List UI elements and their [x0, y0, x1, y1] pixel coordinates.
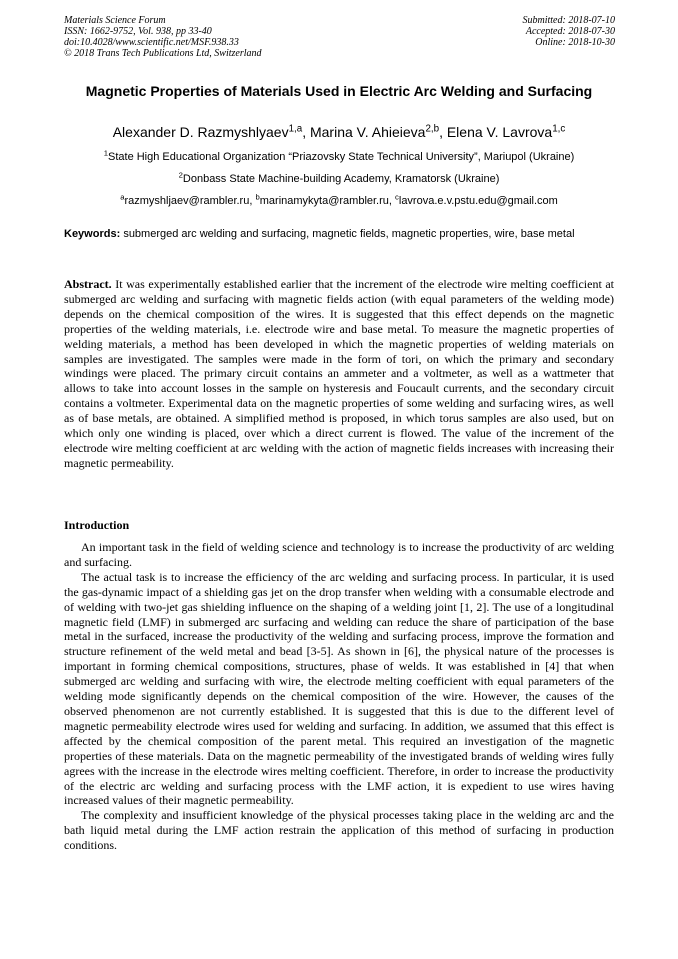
affiliation-sup: 1: [103, 148, 108, 158]
email-address[interactable]: lavrova.e.v.pstu.edu@gmail.com: [398, 195, 558, 207]
affiliation: [40, 150, 638, 164]
copyright-line: © 2018 Trans Tech Publications Ltd, Switzerland: [64, 48, 262, 59]
author-sup: 1,a: [288, 123, 303, 135]
section-heading-introduction: Introduction: [64, 518, 130, 532]
keywords-text: submerged arc welding and surfacing, magnetic fields, magnetic properties, wire, base metal: [123, 228, 575, 240]
keywords-label: Keywords:: [64, 228, 121, 240]
affiliation-sup: 2: [178, 170, 183, 180]
abstract: [64, 277, 614, 471]
introduction-body: [64, 540, 614, 853]
doi-line: doi:10.4028/www.scientific.net/MSF.938.33: [64, 37, 239, 48]
accepted-date: Accepted: 2018-07-30: [525, 26, 615, 37]
online-date: Online: 2018-10-30: [535, 37, 615, 48]
email-sup: b: [255, 192, 260, 202]
email-separator: ,: [249, 195, 256, 207]
author-list: [50, 123, 628, 141]
email-sup: a: [120, 192, 125, 202]
author-separator: ,: [439, 124, 447, 140]
author-sup: 1,c: [552, 123, 566, 135]
paragraph: The actual task is to increase the efficiency of the arc welding and surfacing process. In particular, it is used the gas-dynamic impact of a shielding gas jet on the drop transfer when welding with a consumable electrode and of welding with two-jet gas shielding influence on the shaping of a welding joint [1, 2]. The use of a longitudinal magnetic field (LMF) in submerged arc surfacing and welding can reduce the share of participation of the base metal in the surfaced, increase the productivity of the welding and surfacing process, improve the formation and structure refinement of the weld metal and bead [3-5]. As shown in [6], the physical nature of the processes is important in forming chemical compositions, structures, phase of welds. It was established in [4] that when submerged arc welding and surfacing with wire, the electrode melting coefficient with equal parameters of the welding mode significantly depends on the chemical composition of the wire. However, the causes of the observed phenomenon are not currently established. It is suggested that this is due to the different level of magnetic permeability electrode wires used for welding and surfacing. In addition, we assumed that this effect is affected by the chemical composition of the parent metal. This required an investigation of the magnetic properties of these materials. Data on the magnetic permeability of the investigated brands of welding wires fully agrees with the increase in the electrode wires melting coefficient. Therefore, in order to increase the productivity of the electric arc welding and surfacing process with the LMF action, it is expedient to use wires having increased values of their magnetic permeability.: [64, 569, 614, 808]
email-address[interactable]: marinamykyta@rambler.ru: [259, 195, 389, 207]
email-address[interactable]: razmyshljaev@rambler.ru: [124, 195, 250, 207]
author-name: Alexander D. Razmyshlyaev: [112, 124, 289, 140]
abstract-label: Abstract.: [64, 277, 112, 291]
journal-name: Materials Science Forum: [64, 15, 166, 26]
author-name: Marina V. Ahieieva: [309, 124, 426, 140]
affiliation-text: Donbass State Machine-building Academy, Kramatorsk (Ukraine): [182, 173, 500, 185]
author-separator: ,: [302, 124, 310, 140]
email-list: [40, 194, 638, 208]
email-separator: ,: [388, 195, 396, 207]
affiliation: [40, 172, 638, 186]
author-name: Elena V. Lavrova: [446, 124, 553, 140]
paragraph: An important task in the field of welding science and technology is to increase the productivity of arc welding and surfacing.: [64, 540, 614, 569]
paragraph: The complexity and insufficient knowledge of the physical processes taking place in the welding arc and the bath liquid metal during the LMF action restrain the application of this method of surfacing in production conditions.: [64, 808, 614, 853]
author-sup: 2,b: [425, 123, 440, 135]
affiliation-text: State High Educational Organization “Priazovsky State Technical University”, Mariupol (Ukraine): [108, 151, 575, 163]
email-sup: c: [395, 192, 399, 202]
publication-dates: [523, 15, 616, 48]
journal-info: [64, 15, 262, 59]
submitted-date: Submitted: 2018-07-10: [522, 15, 615, 26]
issn-line: ISSN: 1662-9752, Vol. 938, pp 33-40: [64, 26, 212, 37]
keywords: [64, 227, 614, 242]
paper-title: Magnetic Properties of Materials Used in Electric Arc Welding and Surfacing: [85, 83, 593, 99]
abstract-text: It was experimentally established earlier that the increment of the electrode wire melting coefficient at submerged arc welding and surfacing with magnetic fields action (with equal parameters of the welding mode) depends on the chemical composition of the wires. It is suggested that this effect depends on the magnetic properties of the welding materials, i.e. electrode wire and base metal. To measure the magnetic properties of welding materials, a method has been developed in which the magnetic properties of welding materials on samples are investigated. The samples were made in the form of tori, on which the primary and secondary windings were placed. The primary circuit contains an ammeter and a voltmeter, as well as a wattmeter that allows to take into account losses in the sample on hysteresis and Foucault currents, and the secondary circuit contains a voltmeter. Experimental data on the magnetic properties of some welding and surfacing wires, as well as of base metals, are obtained. A simplified method is proposed, in which torus samples are also used, but on which only one winding is placed, over which a direct current is flowed. The value of the increment of the electrode wire melting coefficient at arc welding with the action of magnetic fields increases with increasing their magnetic permeability.: [64, 277, 614, 470]
